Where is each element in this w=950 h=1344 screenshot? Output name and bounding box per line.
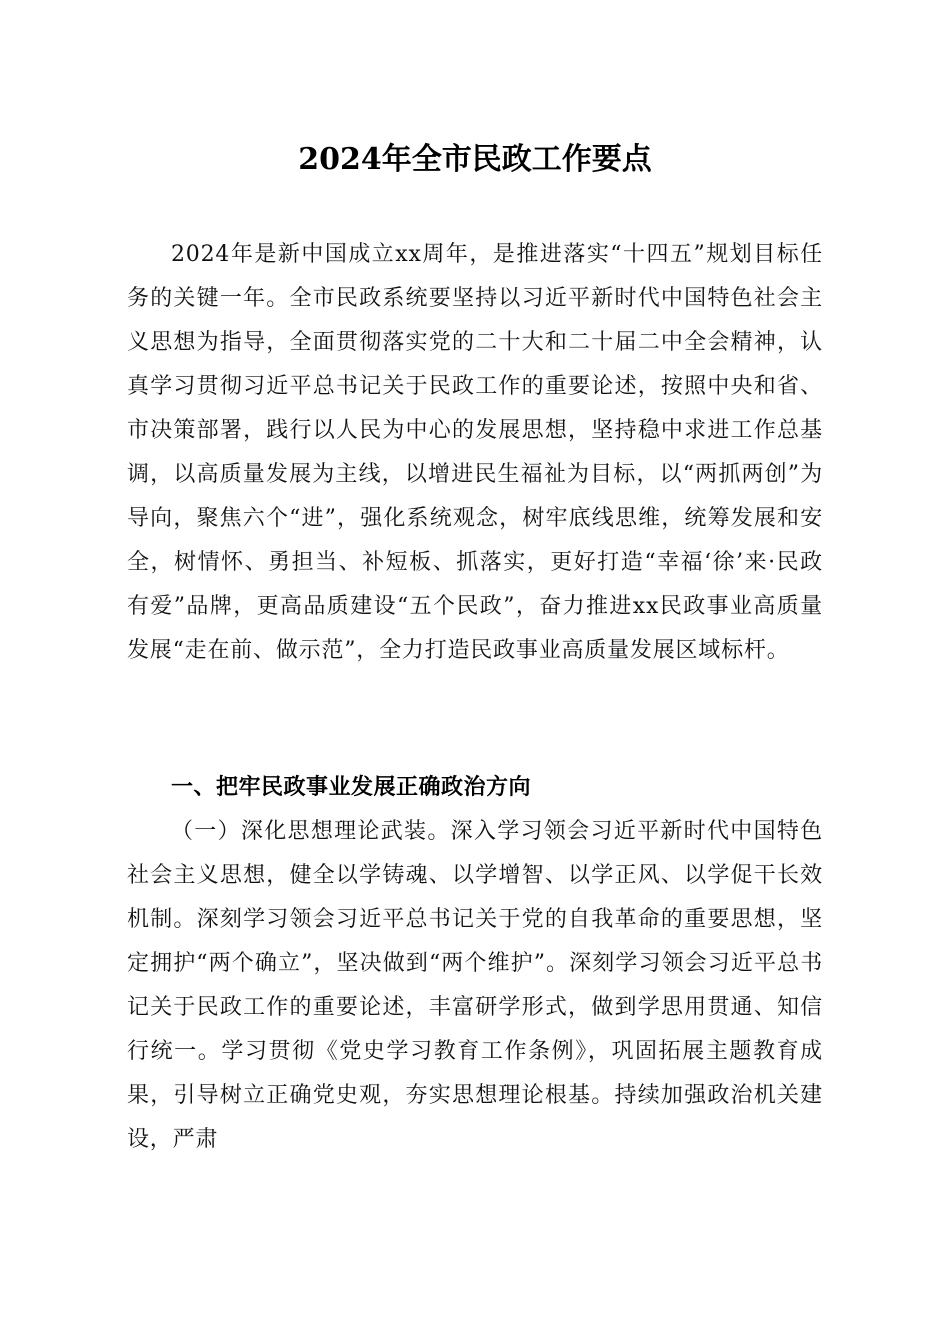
document-title: 2024年全市民政工作要点 [298,142,652,177]
subsection-heading-1: （一）深化思想理论武装。 [171,819,451,844]
section-heading-1: 一、把牢民政事业发展正确政治方向 [171,775,532,800]
intro-paragraph: 2024年是新中国成立xx周年，是推进落实“十四五”规划目标任务的关键一年。全市民政系统要坚持以习近平新时代中国特色社会主义思想为指导，全面贯彻落实党的二十大和二十届二中全会精神，认真学习贯彻习近平总书记关于民政工作的重要论述，按照中央和省、市决策部署，践行以人民为中心的发展思想，坚持稳中求进工作总基调，以高质量发展为主线，以增进民生福祉为目标，以“两抓两创”为导向，聚焦六个“进”，强化系统观念，树牢底线思维，统筹发展和安全，树情怀、勇担当、补短板、抓落实，更好打造“幸福‘徐’来·民政有爱”品牌，更高品质建设“五个民政”，奋力推进xx民政事业高质量发展“走在前、做示范”，全力打造民政事业高质量发展区域标杆。 [127,242,823,663]
subsection-text-1: 深入学习领会习近平新时代中国特色社会主义思想，健全以学铸魂、以学增智、以学正风、以学促干长效机制。深刻学习领会习近平总书记关于党的自我革命的重要思想，坚定拥护“两个确立”，坚决做到“两个维护”。深刻学习领会习近平总书记关于民政工作的重要论述，丰富研学形式，做到学思用贯通、知信行统一。学习贯彻《党史学习教育工作条例》，巩固拓展主题教育成果，引导树立正确党史观，夯实思想理论根基。持续加强政治机关建设，严肃 [127,819,823,1152]
subsection-paragraph-1 [127,810,823,1162]
